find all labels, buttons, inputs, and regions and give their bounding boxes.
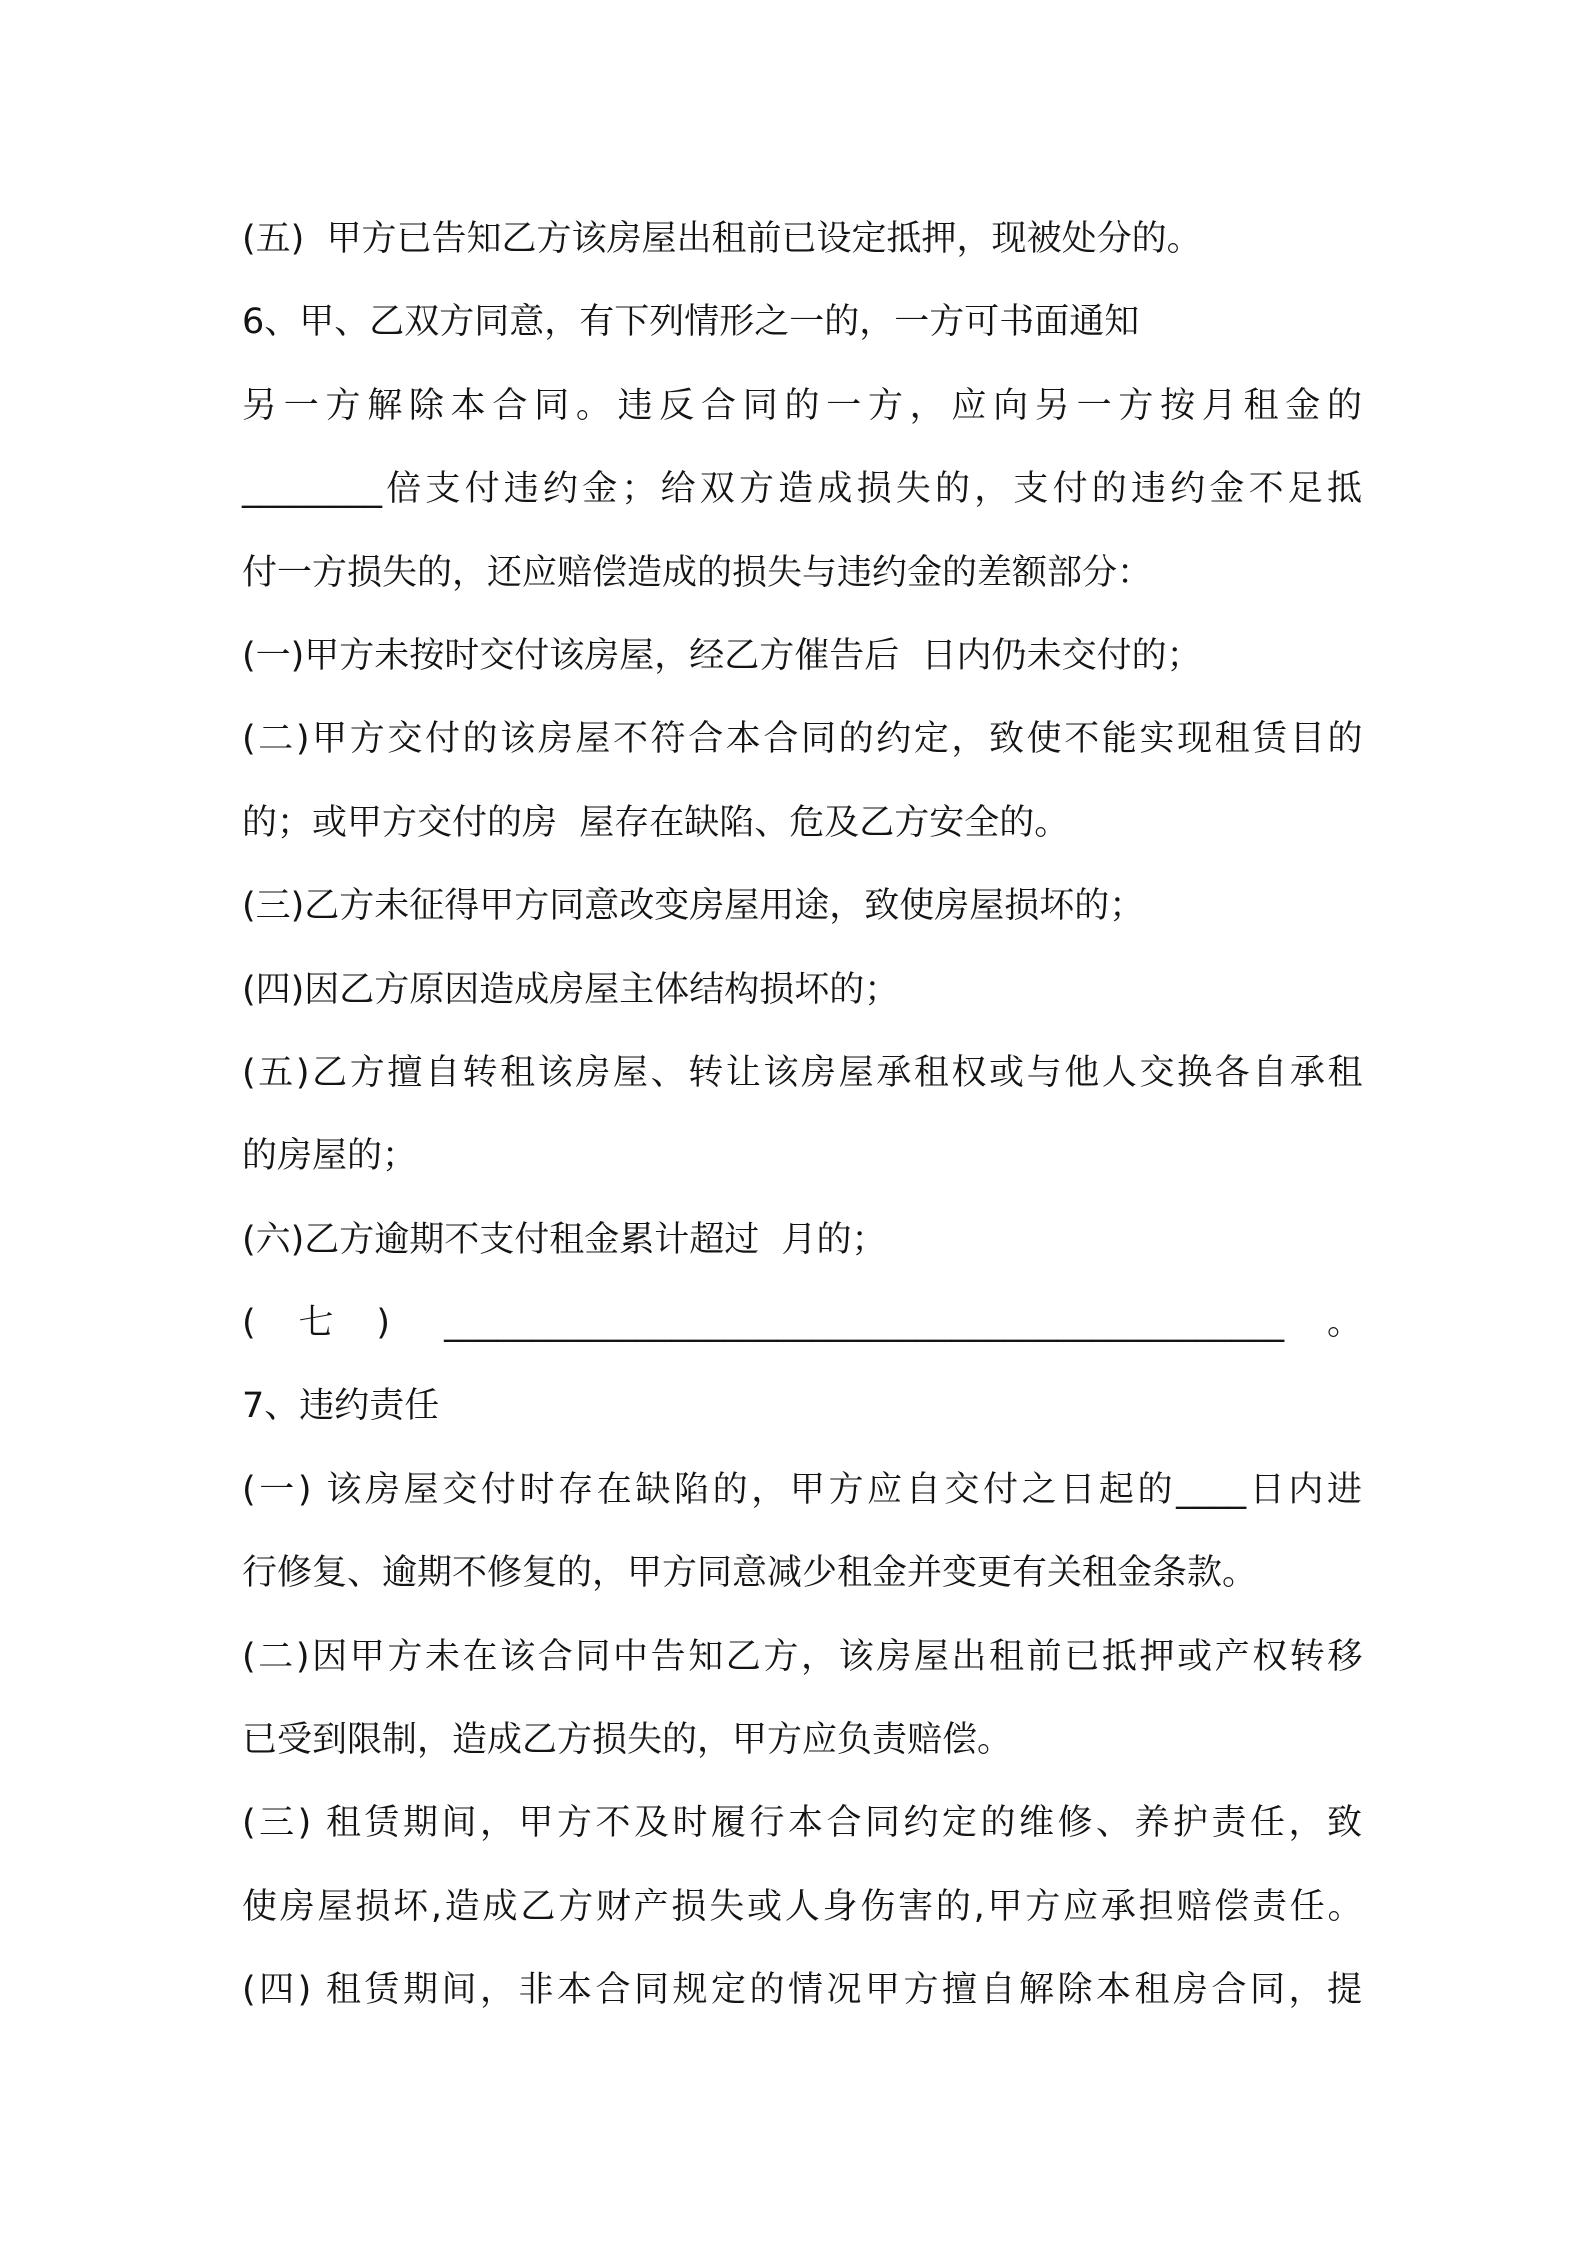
contract-body <box>242 198 1362 2033</box>
text-line: (七) ________________________________________________。 <box>242 1303 1362 1344</box>
text-line: (三) 租赁期间，甲方不及时履行本合同约定的维修、养护责任，致 <box>242 1803 1362 1844</box>
text-line: 行修复、逾期不修复的，甲方同意减少租金并变更有关租金条款。 <box>242 1553 1258 1594</box>
text-line: (一) 该房屋交付时存在缺陷的，甲方应自交付之日起的____日内进 <box>242 1469 1362 1510</box>
text-line: 的；或甲方交付的房 屋存在缺陷、危及乙方安全的。 <box>242 802 1070 843</box>
text-line: (五)乙方擅自转租该房屋、转让该房屋承租权或与他人交换各自承租 <box>242 1052 1362 1093</box>
text-line: 已受到限制，造成乙方损失的，甲方应负责赔偿。 <box>242 1720 1013 1761</box>
text-line: ________倍支付违约金；给双方造成损失的，支付的违约金不足抵 <box>242 469 1362 510</box>
text-line: 付一方损失的，还应赔偿造成的损失与违约金的差额部分： <box>242 552 1153 593</box>
text-line: (二)甲方交付的该房屋不符合本合同的约定，致使不能实现租赁目的 <box>242 719 1362 760</box>
text-line: (四)因乙方原因造成房屋主体结构损坏的； <box>242 969 900 1010</box>
section-heading: 7、违约责任 <box>242 1386 440 1427</box>
text-line: (一)甲方未按时交付该房屋，经乙方催告后 日内仍未交付的； <box>242 635 1202 676</box>
text-line: 另一方解除本合同。违反合同的一方，应向另一方按月租金的 <box>242 385 1362 426</box>
text-line: (三)乙方未征得甲方同意改变房屋用途，致使房屋损坏的； <box>242 886 1145 927</box>
text-line: (六)乙方逾期不支付租金累计超过 月的； <box>242 1219 887 1260</box>
text-line: 的房屋的； <box>242 1136 418 1177</box>
text-line: 使房屋损坏,造成乙方财产损失或人身伤害的,甲方应承担赔偿责任。 <box>242 1886 1362 1927</box>
text-line: (二)因甲方未在该合同中告知乙方，该房屋出租前已抵押或产权转移 <box>242 1636 1362 1677</box>
text-line: (四) 租赁期间，非本合同规定的情况甲方擅自解除本租房合同，提 <box>242 1970 1362 2011</box>
text-line: 6、甲、乙双方同意，有下列情形之一的，一方可书面通知 <box>242 302 1140 343</box>
text-line: (五) 甲方已告知乙方该房屋出租前已设定抵押，现被处分的。 <box>242 219 1202 259</box>
